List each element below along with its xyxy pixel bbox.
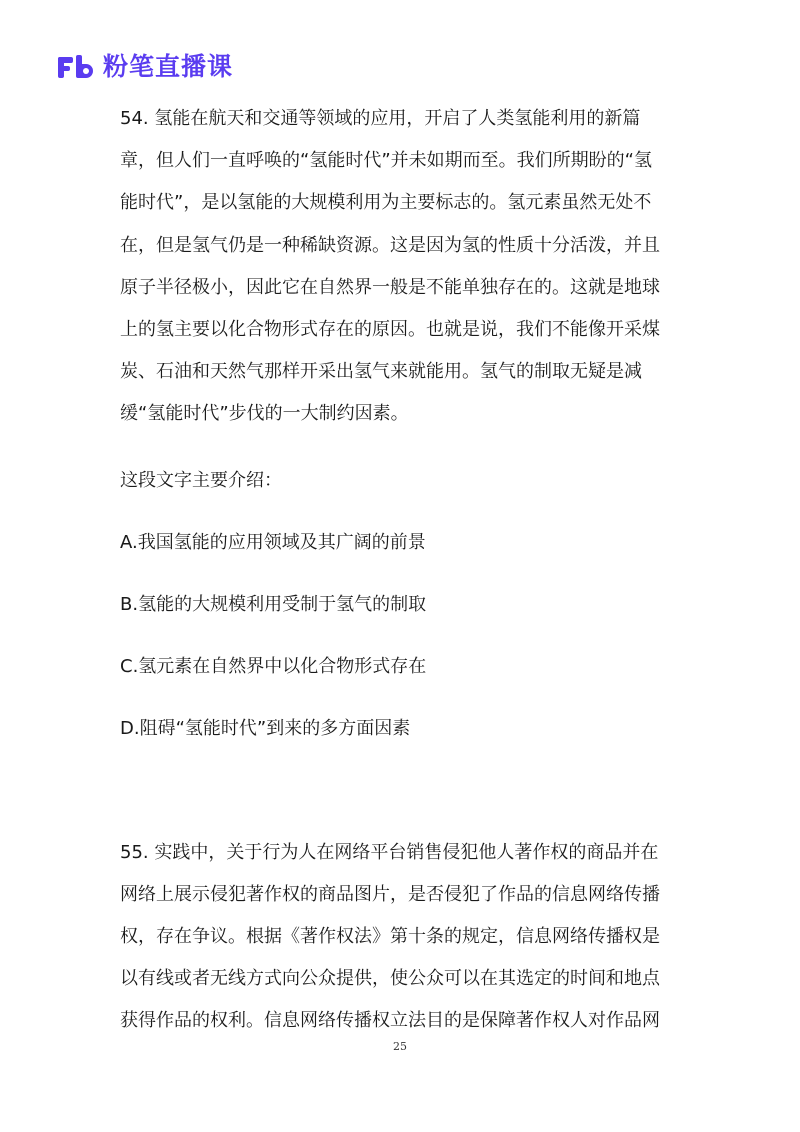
question-54-prompt: 这段文字主要介绍：: [120, 469, 282, 491]
option-c: C.氢元素在自然界中以化合物形式存在: [120, 655, 427, 677]
option-a: A.我国氢能的应用领域及其广阔的前景: [120, 531, 426, 553]
question-54-passage: 54. 氢能在航天和交通等领域的应用，开启了人类氢能利用的新篇章，但人们一直呼唤的“氢能时代”并未如期而至。我们所期盼的“氢能时代”，是以氢能的大规模利用为主要标志的。氢元素虽然无处不在，但是氢气仍是一种稀缺资源。这是因为氢的性质十分活泼，并且原子半径极小，因此它在自然界一般是不能单独存在的。这就是地球上的氢主要以化合物形式存在的原因。也就是说，我们不能像开采煤炭、石油和天然气那样开采出氢气来就能用。氢气的制取无疑是减缓“氢能时代”步伐的一大制约因素。: [120, 108, 660, 425]
question-54: [120, 98, 668, 750]
page-number: 25: [393, 1040, 407, 1053]
option-b: B.氢能的大规模利用受制于氢气的制取: [120, 593, 427, 615]
document-body: [120, 98, 668, 1043]
page-header: [57, 52, 233, 82]
fenbi-logo-icon: [57, 54, 97, 80]
option-d: D.阻碍“氢能时代”到来的多方面因素: [120, 717, 411, 739]
brand-title: 粉笔直播课: [103, 52, 234, 81]
question-55: [120, 832, 668, 1043]
question-55-passage: 55. 实践中，关于行为人在网络平台销售侵犯他人著作权的商品并在网络上展示侵犯著作权的商品图片，是否侵犯了作品的信息网络传播权，存在争议。根据《著作权法》第十条的规定，信息网络传播权是以有线或者无线方式向公众提供，使公众可以在其选定的时间和地点获得作品的权利。信息网络传播权立法目的是保障著作权人对作品网: [120, 841, 660, 1032]
